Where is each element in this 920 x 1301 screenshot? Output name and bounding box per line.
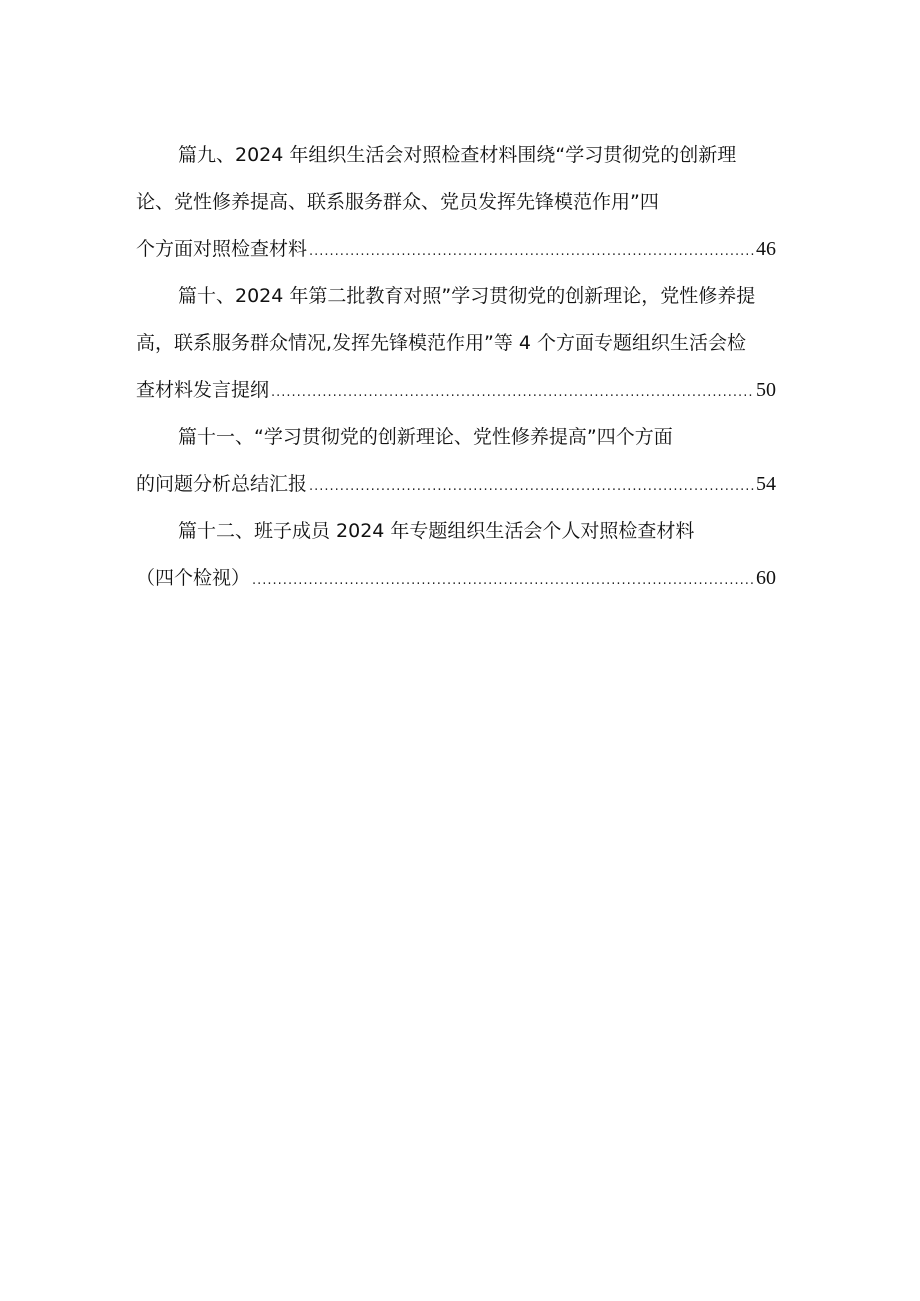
toc-entry-title-line: 个方面对照检查材料 bbox=[136, 238, 308, 260]
dot-leader bbox=[309, 228, 754, 273]
toc-entry-9[interactable] bbox=[136, 132, 776, 273]
toc-entry-last-line bbox=[136, 226, 776, 273]
toc-page-number: 50 bbox=[756, 379, 776, 401]
toc-entry-title-line: （四个检视） bbox=[136, 567, 251, 589]
toc-page-number: 54 bbox=[756, 473, 776, 495]
toc-entry-title-line: 篇十二、班子成员 2024 年专题组织生活会个人对照检查材料 bbox=[178, 520, 695, 542]
table-of-contents bbox=[136, 132, 776, 602]
toc-entry-last-line bbox=[136, 367, 776, 414]
dot-leader bbox=[252, 557, 754, 602]
toc-entry-title-line: 高，联系服务群众情况,发挥先锋模范作用”等 4 个方面专题组织生活会检 bbox=[136, 332, 747, 354]
toc-page-number: 60 bbox=[756, 567, 776, 589]
toc-entry-12[interactable] bbox=[136, 508, 776, 602]
dot-leader bbox=[309, 463, 754, 508]
dot-leader bbox=[271, 369, 754, 414]
toc-entry-11[interactable] bbox=[136, 414, 776, 508]
toc-entry-title-line: 篇十、2024 年第二批教育对照”学习贯彻党的创新理论，党性修养提 bbox=[178, 285, 756, 307]
toc-page-number: 46 bbox=[756, 238, 776, 260]
toc-entry-title-line: 篇十一、“学习贯彻党的创新理论、党性修养提高”四个方面 bbox=[178, 426, 673, 448]
toc-entry-title-line: 的问题分析总结汇报 bbox=[136, 473, 308, 495]
toc-entry-last-line bbox=[136, 555, 776, 602]
toc-entry-last-line bbox=[136, 461, 776, 508]
toc-entry-title-line: 篇九、2024 年组织生活会对照检查材料围绕“学习贯彻党的创新理 bbox=[178, 144, 737, 166]
toc-entry-title-line: 论、党性修养提高、联系服务群众、党员发挥先锋模范作用”四 bbox=[136, 191, 659, 213]
toc-entry-title-line: 查材料发言提纲 bbox=[136, 379, 270, 401]
toc-entry-10[interactable] bbox=[136, 273, 776, 414]
